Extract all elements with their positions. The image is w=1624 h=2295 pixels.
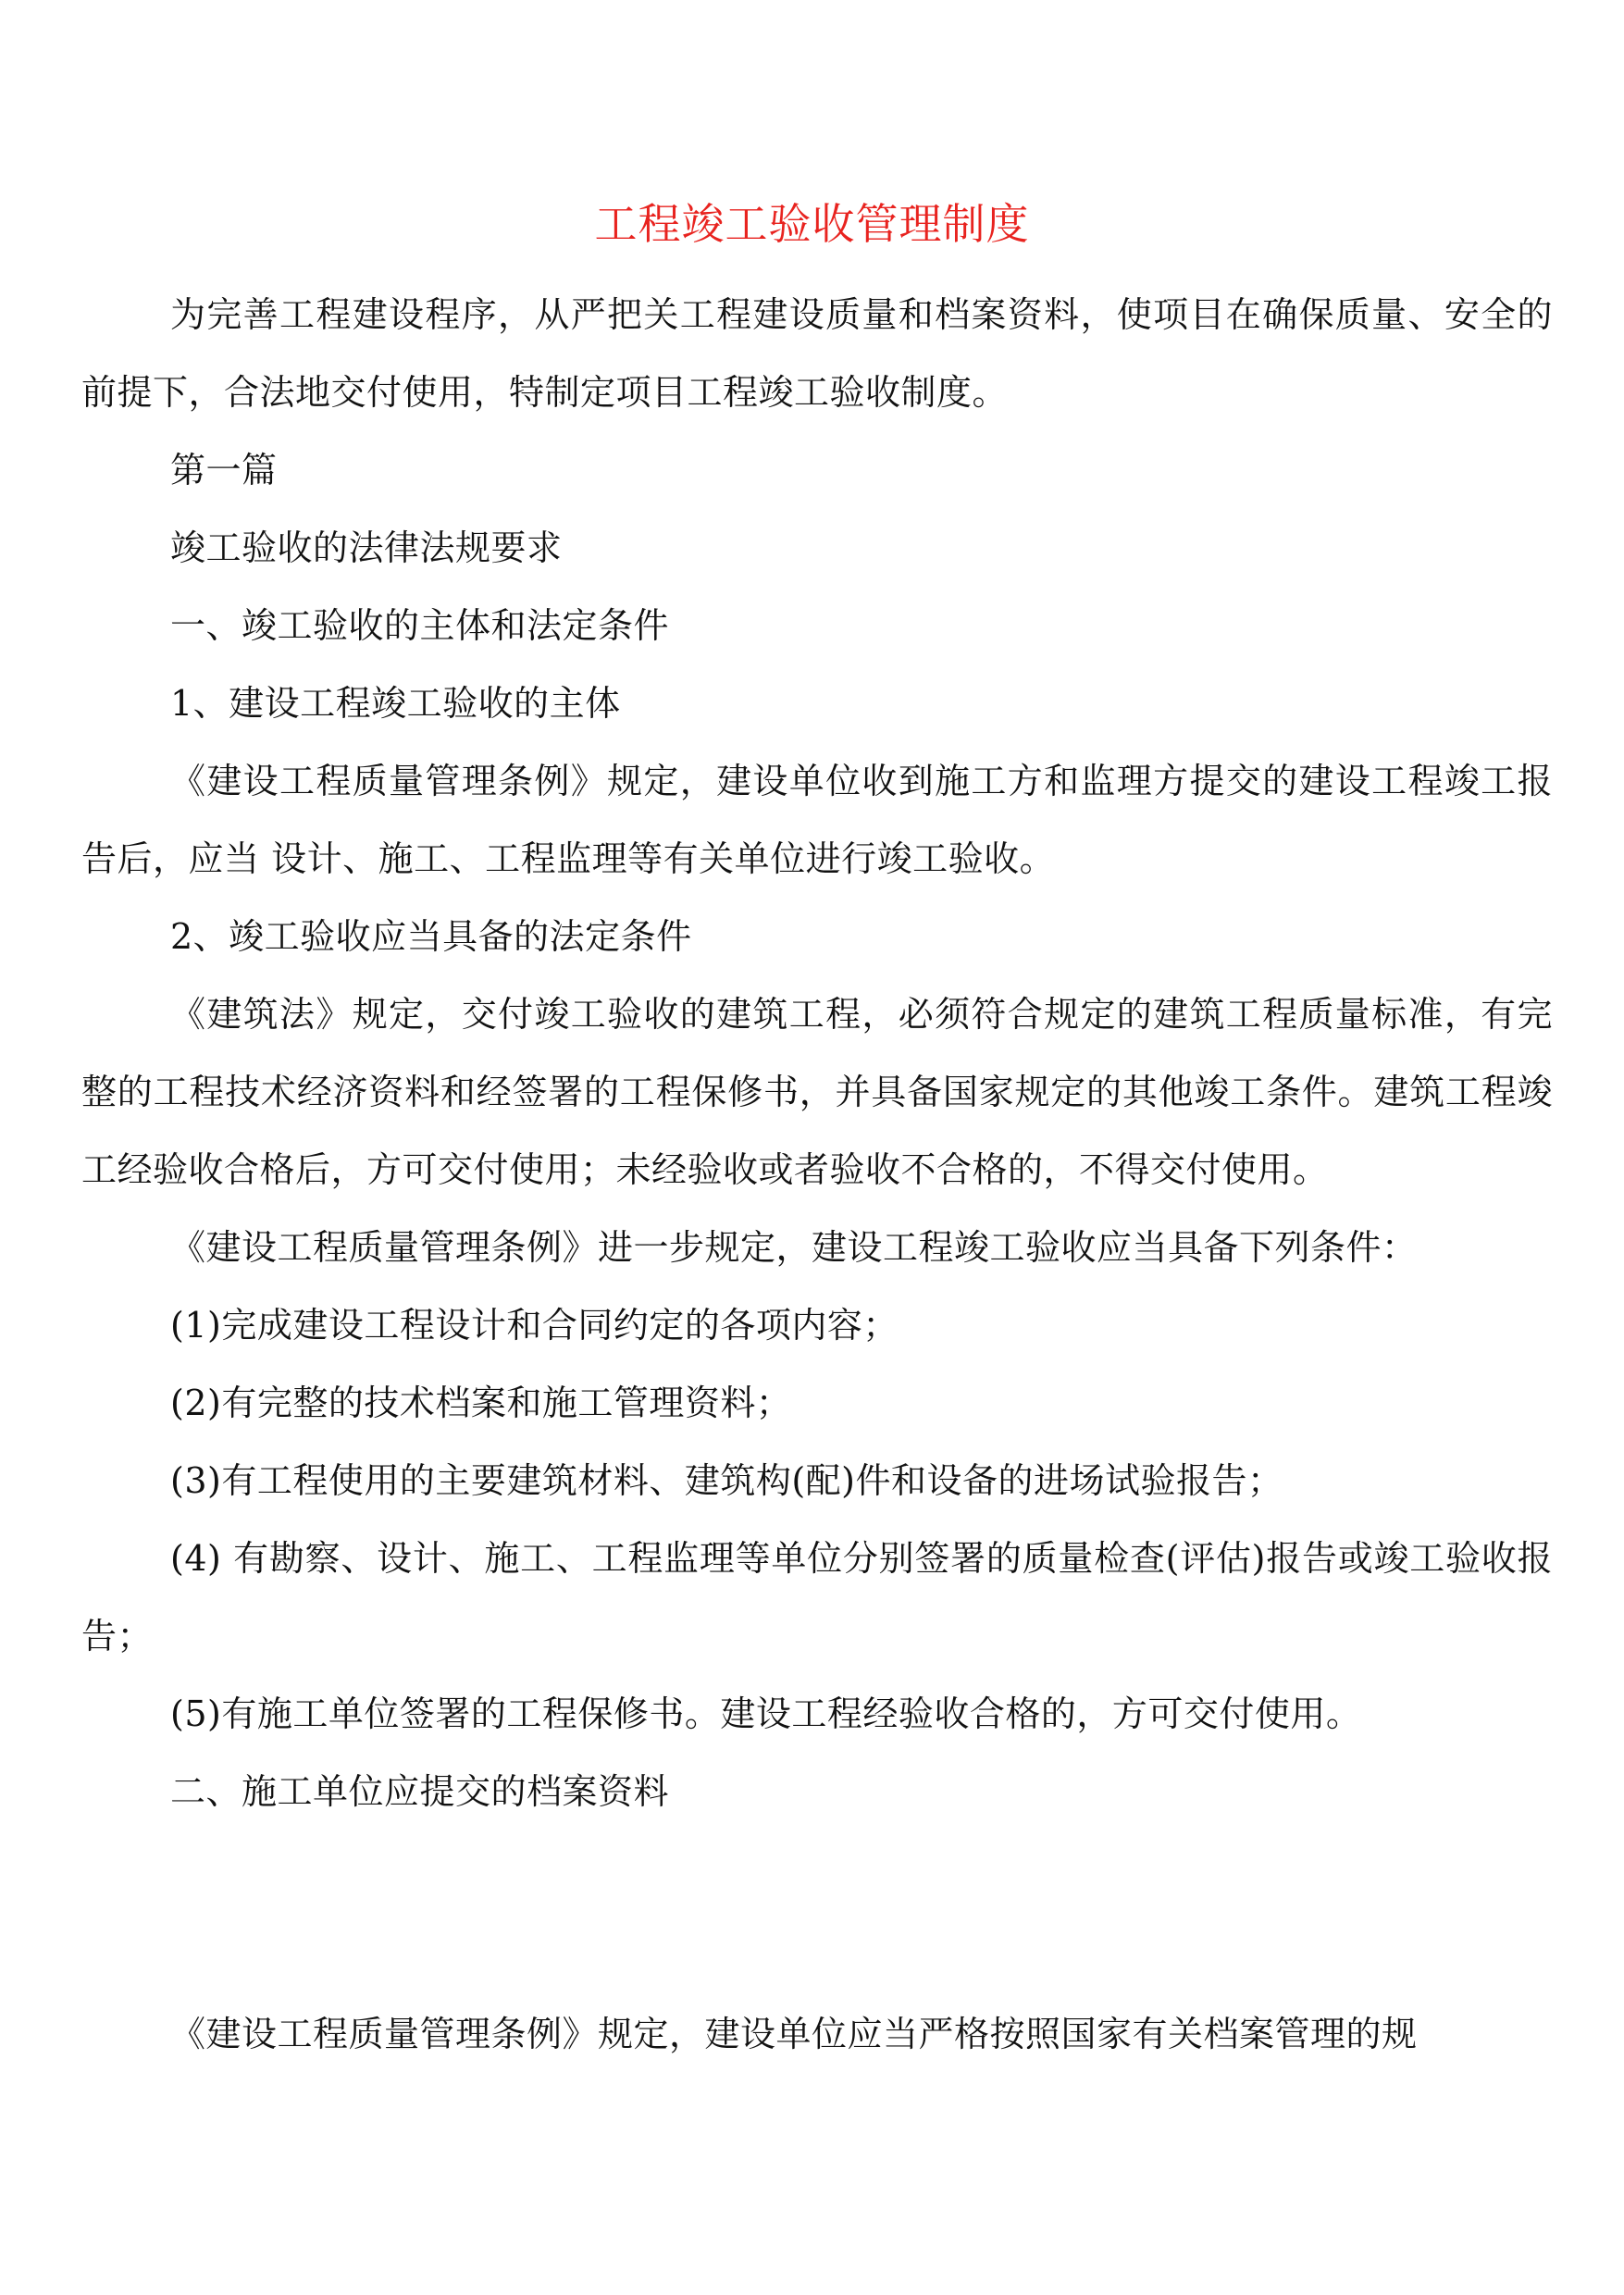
paragraph-regulation-conditions: 《建设工程质量管理条例》进一步规定，建设工程竣工验收应当具备下列条件：: [170, 1227, 1418, 1268]
document-body: [81, 276, 1553, 2073]
list-item-1: (1)完成建设工程设计和合同约定的各项内容；: [170, 1305, 899, 1346]
section-heading-legal-requirements: 竣工验收的法律法规要求: [170, 527, 563, 568]
heading-subjects-and-conditions: 一、竣工验收的主体和法定条件: [170, 605, 670, 646]
list-item-2: (2)有完整的技术档案和施工管理资料；: [170, 1383, 792, 1423]
list-item-5: (5)有施工单位签署的工程保修书。建设工程经验收合格的，方可交付使用。: [170, 1693, 1362, 1734]
paragraph-archive-regulation: 《建设工程质量管理条例》规定，建设单位应当严格按照国家有关档案管理的规: [170, 2014, 1418, 2054]
blank-space: [81, 1830, 1553, 1995]
section-heading-part-one: 第一篇: [170, 450, 278, 490]
document-title: 工程竣工验收管理制度: [594, 199, 1030, 249]
paragraph-construction-law: 《建筑法》规定，交付竣工验收的建筑工程，必须符合规定的建筑工程质量标准，有完整的工程技术经济资料和经签署的工程保修书，并具备国家规定的其他竣工条件。建筑工程竣工经验收合格后，方可交付使用；未经验收或者验收不合格的，不得交付使用。: [81, 994, 1553, 1190]
heading-acceptance-subject: 1、建设工程竣工验收的主体: [170, 683, 621, 724]
heading-archive-materials: 二、施工单位应提交的档案资料: [170, 1771, 670, 1812]
paragraph-intro: 为完善工程建设程序，从严把关工程建设质量和档案资料，使项目在确保质量、安全的前提下，合法地交付使用，特制定项目工程竣工验收制度。: [81, 294, 1553, 413]
paragraph-regulation-subject: 《建设工程质量管理条例》规定，建设单位收到施工方和监理方提交的建设工程竣工报告后，应当 设计、施工、工程监理等有关单位进行竣工验收。: [81, 761, 1553, 879]
list-item-3: (3)有工程使用的主要建筑材料、建筑构(配)件和设备的进场试验报告；: [170, 1460, 1283, 1501]
heading-legal-conditions: 2、竣工验收应当具备的法定条件: [170, 916, 692, 957]
list-item-4: (4) 有勘察、设计、施工、工程监理等单位分别签署的质量检查(评估)报告或竣工验收报告；: [81, 1538, 1553, 1656]
